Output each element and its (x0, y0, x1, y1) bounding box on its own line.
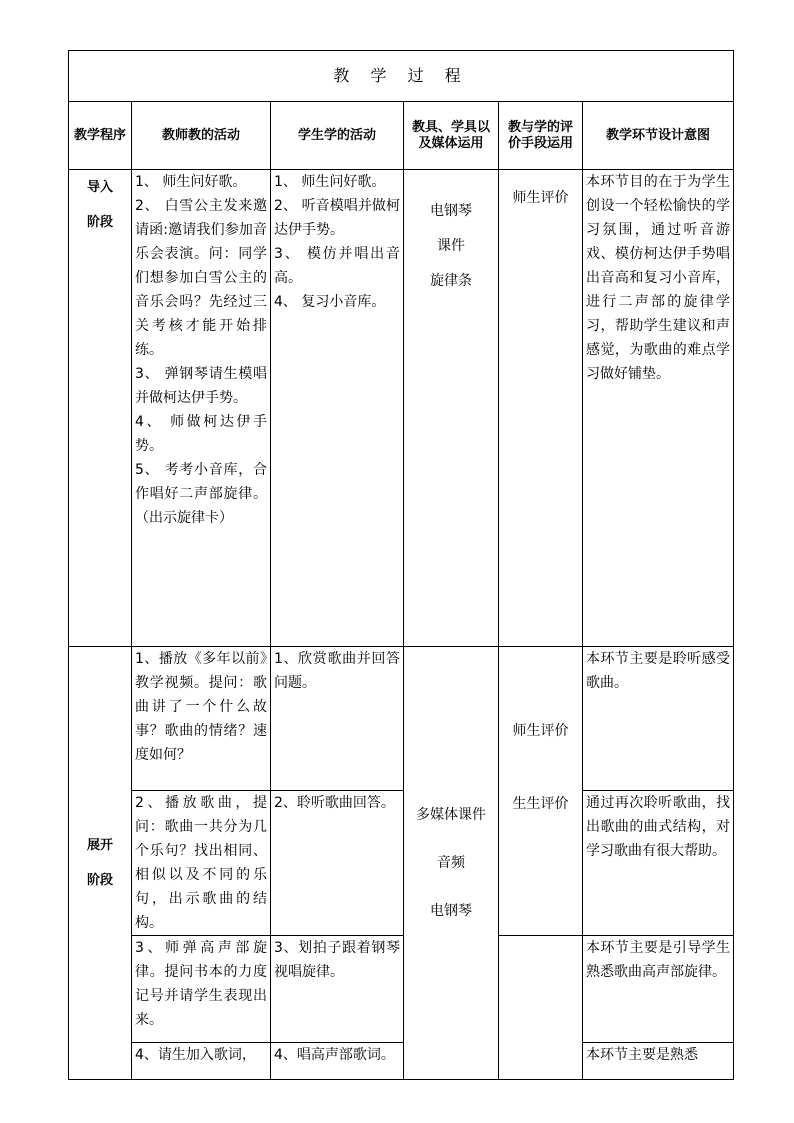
develop-media (404, 647, 499, 1080)
develop-evaluation (499, 647, 583, 936)
table-title: 教 学 过 程 (69, 51, 734, 102)
media-item: 多媒体课件 (416, 807, 486, 823)
develop-student-activity-3: 3、划拍子跟着钢琴视唱旋律。 (271, 936, 404, 1043)
list-item: 3、 模仿并唱出音高。 (274, 246, 400, 286)
list-item: 4、 师做柯达伊手势。 (135, 414, 267, 454)
media-item: 课件 (437, 238, 465, 254)
develop-teacher-activity-4: 4、请生加入歌词， (132, 1043, 271, 1080)
develop-student-activity-4: 4、唱高声部歌词。 (271, 1043, 404, 1080)
list-item: 3、 弹钢琴请生模唱并做柯达伊手势。 (135, 366, 267, 406)
header-student-activity: 学生学的活动 (271, 102, 404, 170)
list-item: 5、 考考小音库，合作唱好二声部旋律。（出示旋律卡） (135, 462, 267, 526)
list-item: 4、 复习小音库。 (274, 294, 386, 310)
header-design-intent: 教学环节设计意图 (583, 102, 734, 170)
evaluation-text: 生生评价 (512, 796, 569, 812)
develop-design-intent-2: 通过再次聆听歌曲，找出歌曲的曲式结构，对学习歌曲有很大帮助。 (583, 791, 734, 936)
media-item: 旋律条 (430, 273, 472, 289)
intro-evaluation (499, 170, 583, 647)
develop-student-activity-2: 2、聆听歌曲回答。 (271, 791, 404, 936)
evaluation-text: 师生评价 (512, 190, 569, 206)
media-item: 音频 (437, 855, 465, 871)
header-evaluation: 教与学的评价手段运用 (499, 102, 583, 170)
intro-design-intent: 本环节目的在于为学生创设一个轻松愉快的学习氛围，通过听音游戏、模仿柯达伊手势唱出音高和复习小音库，进行二声部的旋律学习，帮助学生建议和声感觉，为歌曲的难点学习做好铺垫。 (583, 170, 734, 647)
develop-design-intent-1: 本环节主要是聆听感受歌曲。 (583, 647, 734, 791)
develop-teacher-activity-1: 1、播放《多年以前》教学视频。提问：歌曲讲了一个什么故事？歌曲的情绪？速度如何？ (132, 647, 271, 791)
intro-stage-label (69, 170, 132, 647)
list-item: 2、 白雪公主发来邀请函:邀请我们参加音乐会表演。问：同学们想参加白雪公主的音乐会吗？先经过三关考核才能开始排练。 (135, 198, 267, 358)
intro-stage-line: 阶段 (86, 215, 113, 230)
header-media: 教具、学具以及媒体运用 (404, 102, 499, 170)
intro-media (404, 170, 499, 647)
develop-stage-label (69, 647, 132, 1080)
develop-student-activity-1: 1、欣赏歌曲并回答问题。 (271, 647, 404, 791)
header-stage: 教学程序 (69, 102, 132, 170)
intro-teacher-activity (132, 170, 271, 647)
media-item: 电钢琴 (430, 903, 472, 919)
list-item: 2、 听音模唱并做柯达伊手势。 (274, 198, 400, 238)
develop-design-intent-4: 本环节主要是熟悉 (583, 1043, 734, 1080)
develop-stage-line: 展开 (86, 838, 113, 853)
media-item: 电钢琴 (430, 203, 472, 219)
develop-stage-line: 阶段 (86, 873, 113, 888)
list-item: 1、 师生问好歌。 (274, 174, 386, 190)
list-item: 1、 师生问好歌。 (135, 174, 247, 190)
intro-stage-line: 导入 (86, 180, 113, 195)
develop-teacher-activity-2: 2、播放歌曲，提问：歌曲一共分为几个乐句？找出相同、相似以及不同的乐句，出示歌曲的结构。 (132, 791, 271, 936)
develop-teacher-activity-3: 3、师弹高声部旋律。提问书本的力度记号并请学生表现出来。 (132, 936, 271, 1043)
header-teacher-activity: 教师教的活动 (132, 102, 271, 170)
develop-evaluation-empty (499, 936, 583, 1080)
evaluation-text: 师生评价 (512, 723, 569, 739)
develop-design-intent-3: 本环节主要是引导学生熟悉歌曲高声部旋律。 (583, 936, 734, 1043)
teaching-process-table (68, 50, 734, 1080)
intro-student-activity (271, 170, 404, 647)
